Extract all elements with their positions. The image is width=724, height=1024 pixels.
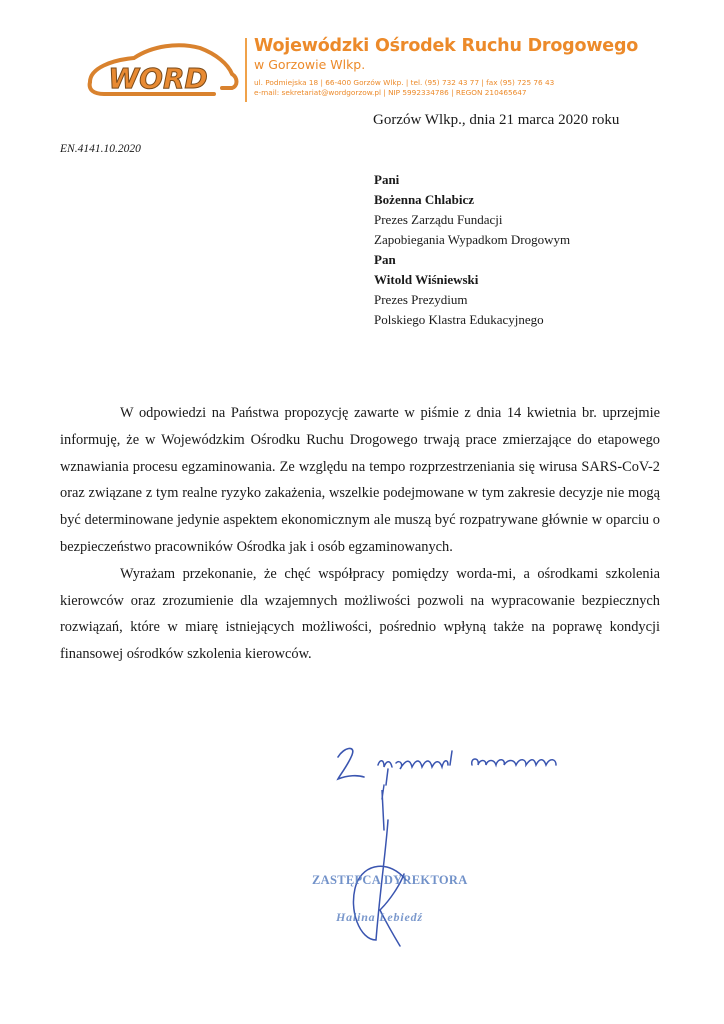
contact-email-line: e-mail: sekretariat@wordgorzow.pl | NIP 5992334786 | REGON 210465647 [254, 88, 527, 97]
organization-city: w Gorzowie Wlkp. [254, 57, 366, 72]
organization-name: Wojewódzki Ośrodek Ruchu Drogowego [254, 36, 639, 56]
stamp-title: ZASTĘPCA DYREKTORA [312, 873, 468, 887]
contact-address-line: ul. Podmiejska 18 | 66-400 Gorzów Wlkp. | tel. (95) 732 43 77 | fax (95) 725 76 43 [254, 78, 555, 87]
addressee-title: Prezes Zarządu Fundacji [374, 212, 503, 227]
signature-flourish [320, 790, 460, 950]
svg-text:WORD: WORD [108, 62, 208, 95]
addressee-organization: Polskiego Klastra Edukacyjnego [374, 312, 544, 327]
addressee-name: Bożenna Chlabicz [374, 192, 475, 207]
letter-body [60, 400, 660, 668]
letterhead-divider [245, 38, 247, 102]
body-paragraph: W odpowiedzi na Państwa propozycję zawarte w piśmie z dnia 14 kwietnia br. uprzejmie informuję, że w Wojewódzkim Ośrodku Ruchu Drogowego trwają prace zmierzające do etapowego wznawiania procesu egzaminowania. Ze względu na tempo rozprzestrzeniania się wirusa SARS-CoV-2 oraz związane z tym realne ryzyko zakażenia, wszelkie podejmowane w tym zakresie decyzje nie mogą być determinowane jedynie aspektem ekonomicznym ale muszą być rozpatrywane głównie w oparciu o bezpieczeństwo pracowników Ośrodka jak i osób egzaminowanych. [60, 405, 660, 555]
letter-date: Gorzów Wlkp., dnia 21 marca 2020 roku [373, 112, 620, 128]
addressee-salutation: Pan [374, 252, 396, 267]
addressee-name: Witold Wiśniewski [374, 272, 479, 287]
stamp-name: Halina Lebiedź [336, 910, 423, 924]
addressee-title: Prezes Prezydium [374, 292, 468, 307]
word-logo [82, 38, 242, 102]
body-paragraph: Wyrażam przekonanie, że chęć współpracy pomiędzy worda-mi, a ośrodkami szkolenia kierowców oraz zrozumienie dla wzajemnych możliwości pozwoli na wypracowanie bezpiecznych rozwiązań, które w miarę istniejących możliwości, pośrednio wpłyną także na poprawę kondycji finansowej ośrodków szkolenia kierowców. [60, 565, 660, 663]
addressee-organization: Zapobiegania Wypadkom Drogowym [374, 232, 571, 247]
reference-number: EN.4141.10.2020 [60, 143, 141, 155]
addressee-salutation: Pani [374, 172, 400, 187]
